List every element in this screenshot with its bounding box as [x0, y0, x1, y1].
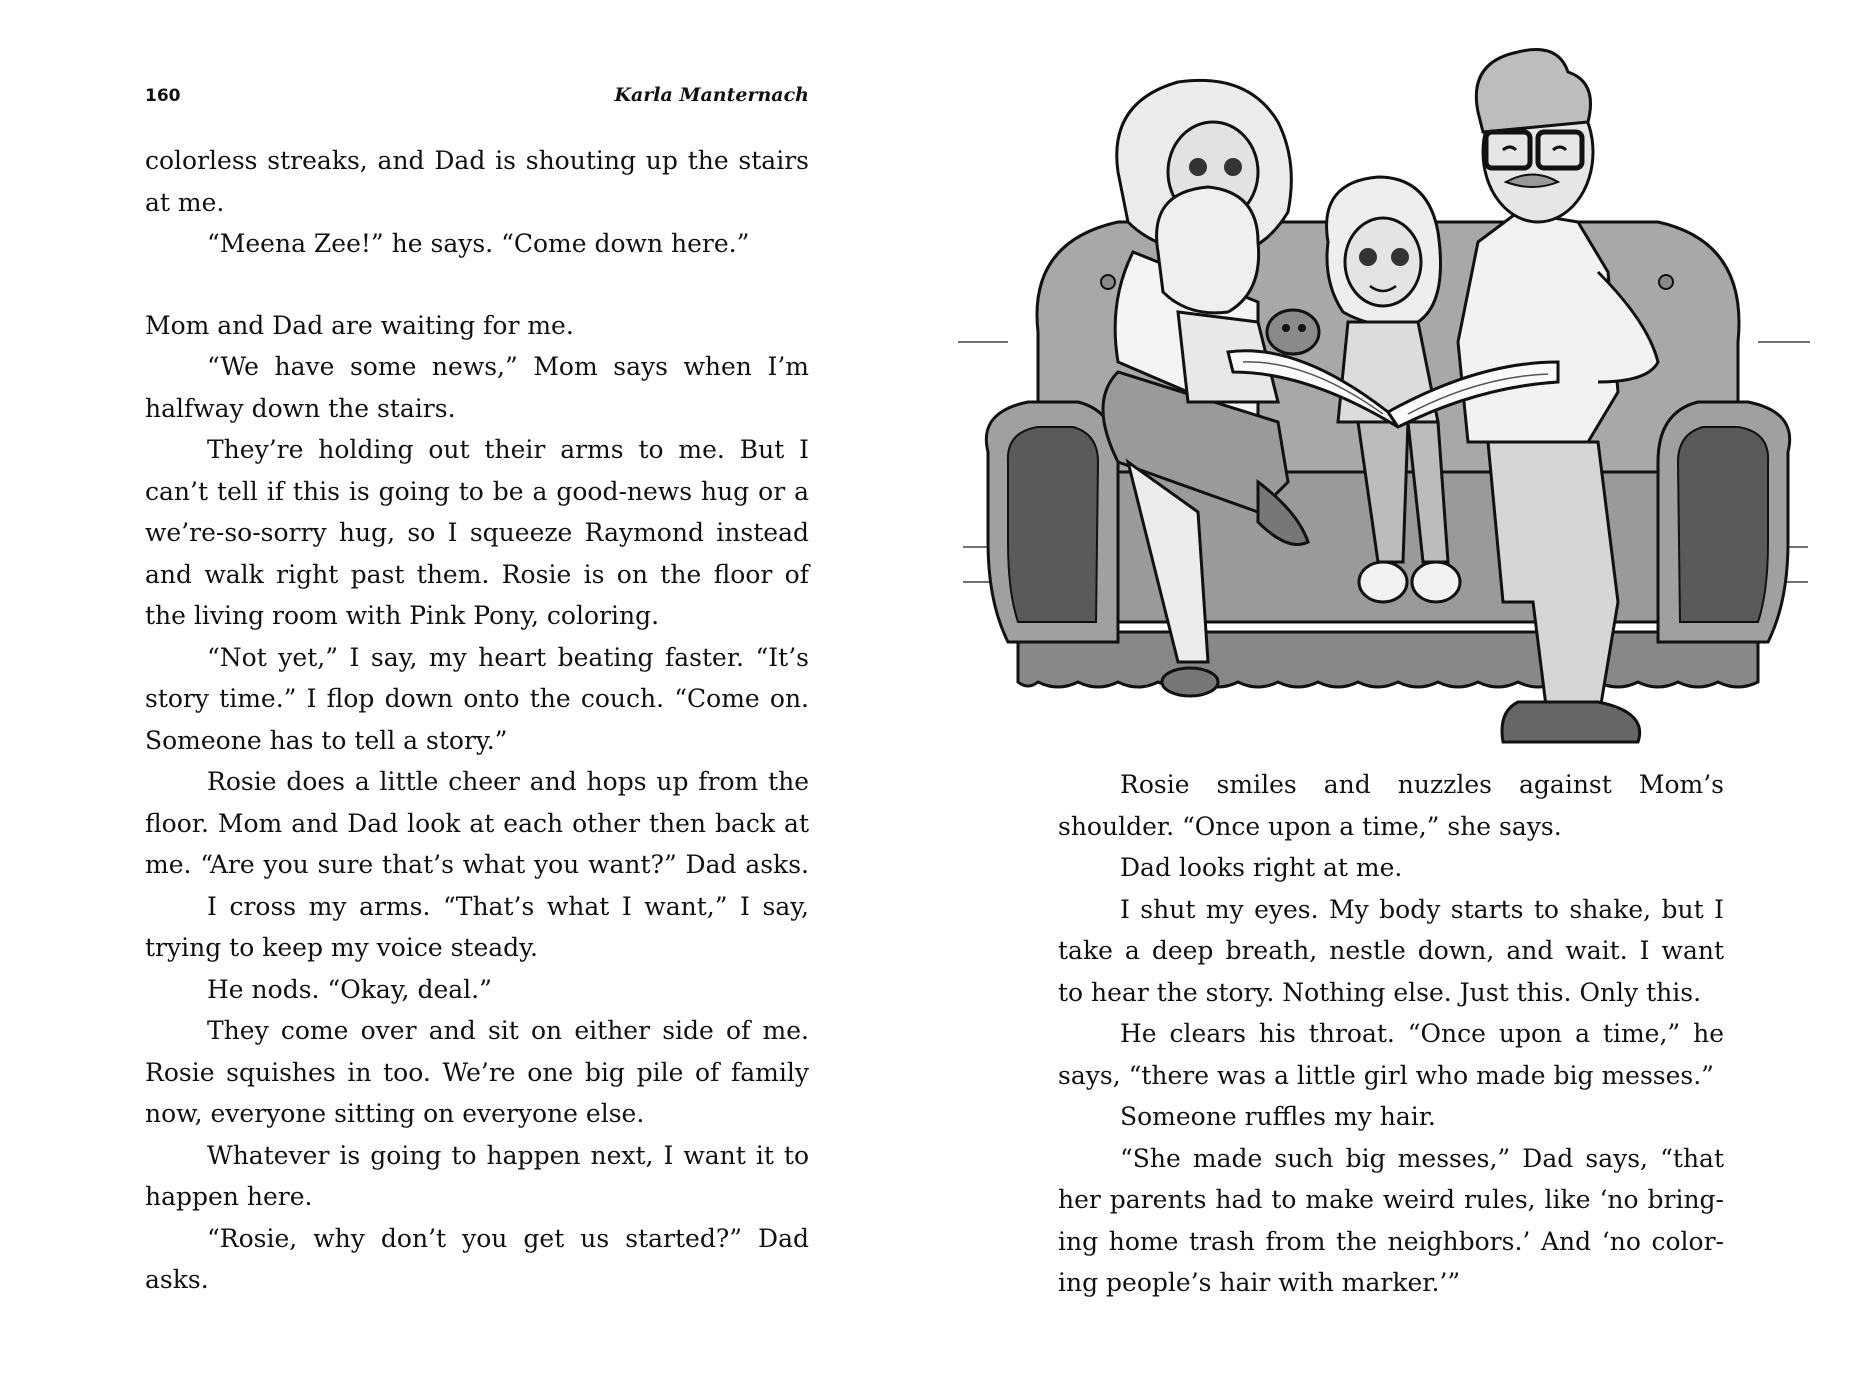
page-number: 160: [145, 86, 181, 106]
text-line: trying to keep my voice steady.: [145, 933, 538, 962]
plush-toy: [1267, 310, 1319, 354]
text-line: happen here.: [145, 1182, 313, 1211]
text-line: story time.” I flop down onto the couch. “Come on.: [145, 684, 809, 713]
text-line: Mom and Dad are waiting for me.: [145, 310, 574, 340]
text-line: Whatever is going to happen next, I want it to: [207, 1140, 809, 1170]
text-line: Rosie smiles and nuzzles against Mom’s: [1120, 770, 1724, 799]
text-line: can’t tell if this is going to be a good-news hug or a: [145, 476, 809, 506]
text-line: Someone has to tell a story.”: [145, 725, 508, 755]
text-line: says, “there was a little girl who made big messes.”: [1058, 1060, 1714, 1090]
couch-button: [1101, 275, 1115, 289]
text-line: the living room with Pink Pony, coloring.: [145, 601, 660, 630]
text-line: Dad looks right at me.: [1120, 853, 1403, 882]
couch-button: [1659, 275, 1673, 289]
left-page-text: [145, 140, 809, 1301]
text-line: asks.: [145, 1265, 209, 1294]
right-page: [926, 0, 1852, 1399]
text-line: Rosie squishes in too. We’re one big pile of family: [145, 1057, 809, 1087]
text-line: to hear the story. Nothing else. Just this. Only this.: [1058, 977, 1702, 1007]
text-line: ing home trash from the neighbors.’ And ‘no color-: [1058, 1226, 1724, 1256]
right-page-text: [1058, 764, 1724, 1304]
text-line: Someone ruffles my hair.: [1120, 1102, 1436, 1131]
text-line: ing people’s hair with marker.’”: [1058, 1268, 1461, 1297]
running-head-author: Karla Manternach: [614, 84, 809, 106]
text-line: He clears his throat. “Once upon a time,” he: [1120, 1019, 1724, 1048]
text-line: They come over and sit on either side of me.: [207, 1016, 809, 1045]
text-line: “She made such big messes,” Dad says, “that: [1120, 1143, 1724, 1173]
text-line: her parents had to make weird rules, like ‘no bring-: [1058, 1185, 1724, 1214]
text-line: He nods. “Okay, deal.”: [207, 974, 492, 1004]
couch-base: [1018, 632, 1758, 687]
text-line: we’re-so-sorry hug, so I squeeze Raymond instead: [145, 518, 809, 547]
running-head: [145, 84, 809, 106]
text-line: at me.: [145, 187, 225, 217]
family-on-couch-illustration: [958, 42, 1810, 754]
text-line: halfway down the stairs.: [145, 393, 456, 423]
text-line: “Meena Zee!” he says. “Come down here.”: [207, 229, 750, 258]
section-break: [145, 265, 809, 305]
text-line: “Not yet,” I say, my heart beating faster. “It’s: [207, 642, 809, 672]
text-line: floor. Mom and Dad look at each other then back at: [145, 808, 809, 838]
text-line: shoulder. “Once upon a time,” she says.: [1058, 811, 1562, 841]
text-line: now, everyone sitting on everyone else.: [145, 1099, 645, 1128]
text-line: take a deep breath, nestle down, and wait. I want: [1058, 936, 1724, 965]
text-line: “Rosie, why don’t you get us started?” Dad: [207, 1223, 809, 1253]
text-line: “We have some news,” Mom says when I’m: [207, 352, 809, 381]
couch-armrest-right-inner: [1678, 427, 1768, 622]
couch-armrest-left-inner: [1008, 427, 1098, 622]
text-line: I shut my eyes. My body starts to shake, but I: [1120, 894, 1724, 924]
text-line: Rosie does a little cheer and hops up from the: [207, 767, 809, 796]
text-line: I cross my arms. “That’s what I want,” I say,: [207, 891, 809, 921]
text-line: colorless streaks, and Dad is shouting up the stairs: [145, 146, 809, 175]
text-line: They’re holding out their arms to me. But I: [207, 435, 809, 464]
text-line: and walk right past them. Rosie is on the floor of: [145, 559, 809, 589]
text-line: me. “Are you sure that’s what you want?” Dad asks.: [145, 850, 809, 879]
